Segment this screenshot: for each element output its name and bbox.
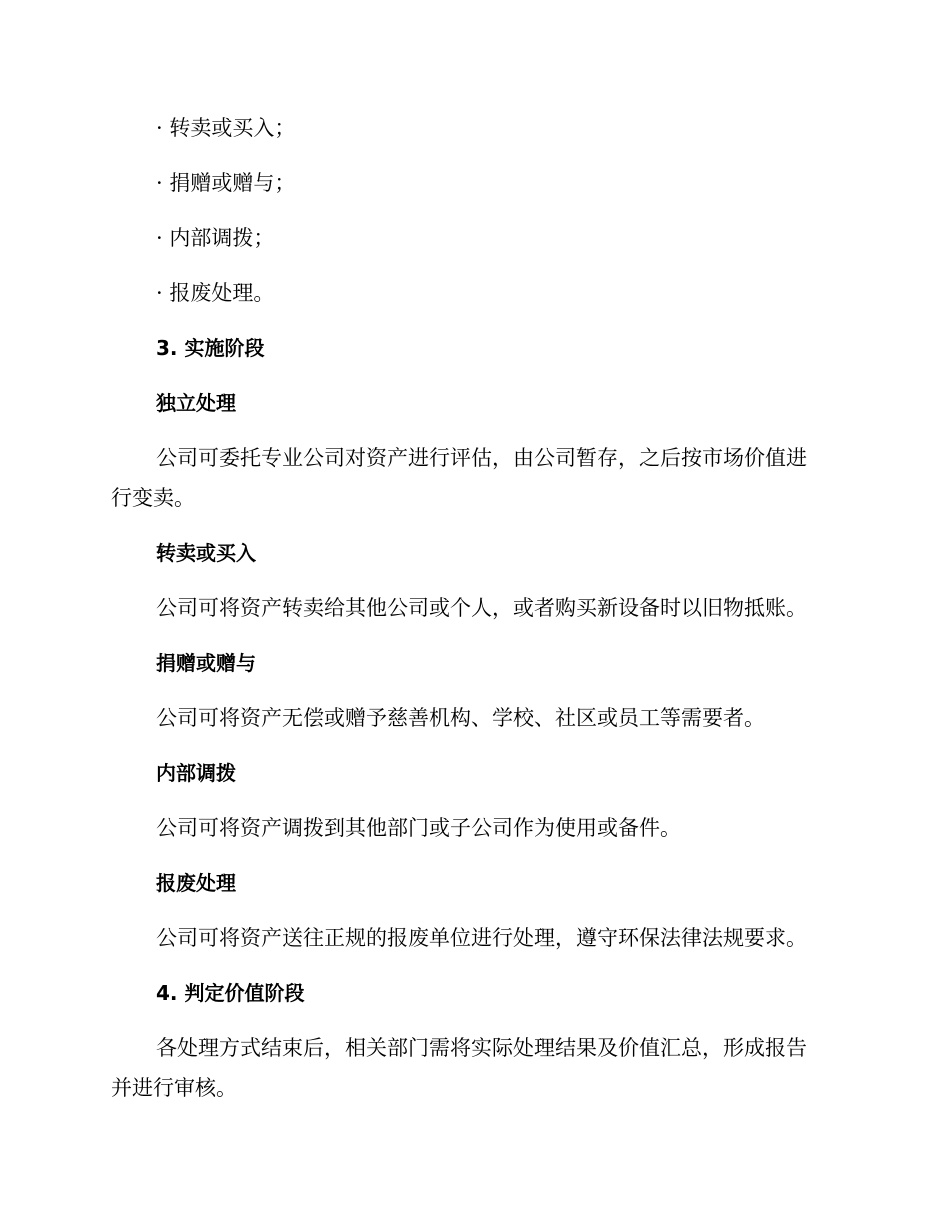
- subheading-independent-processing: 独立处理: [156, 391, 236, 415]
- paragraph-valuation-line2: 并进行审核。: [111, 1076, 237, 1100]
- section-heading-implementation: 3. 实施阶段: [156, 336, 265, 360]
- subheading-donate: 捐赠或赠与: [156, 651, 256, 675]
- paragraph-independent-processing-line1: 公司可委托专业公司对资产进行评估，由公司暂存，之后按市场价值进: [156, 446, 807, 470]
- bullet-item-scrap: · 报废处理。: [156, 281, 275, 305]
- paragraph-valuation-line1: 各处理方式结束后，相关部门需将实际处理结果及价值汇总，形成报告: [156, 1036, 807, 1060]
- bullet-item-donate: · 捐赠或赠与；: [156, 171, 296, 195]
- paragraph-resell: 公司可将资产转卖给其他公司或个人，或者购买新设备时以旧物抵账。: [156, 596, 807, 620]
- subheading-internal-transfer: 内部调拨: [156, 761, 236, 785]
- subheading-scrap: 报废处理: [156, 871, 236, 895]
- subheading-resell: 转卖或买入: [156, 541, 256, 565]
- paragraph-independent-processing-line2: 行变卖。: [111, 486, 195, 510]
- paragraph-donate: 公司可将资产无偿或赠予慈善机构、学校、社区或员工等需要者。: [156, 706, 765, 730]
- section-heading-valuation: 4. 判定价值阶段: [156, 981, 305, 1005]
- bullet-item-transfer: · 内部调拨；: [156, 226, 275, 250]
- paragraph-internal-transfer: 公司可将资产调拨到其他部门或子公司作为使用或备件。: [156, 816, 681, 840]
- bullet-item-resell: · 转卖或买入；: [156, 116, 296, 140]
- paragraph-scrap: 公司可将资产送往正规的报废单位进行处理，遵守环保法律法规要求。: [156, 926, 807, 950]
